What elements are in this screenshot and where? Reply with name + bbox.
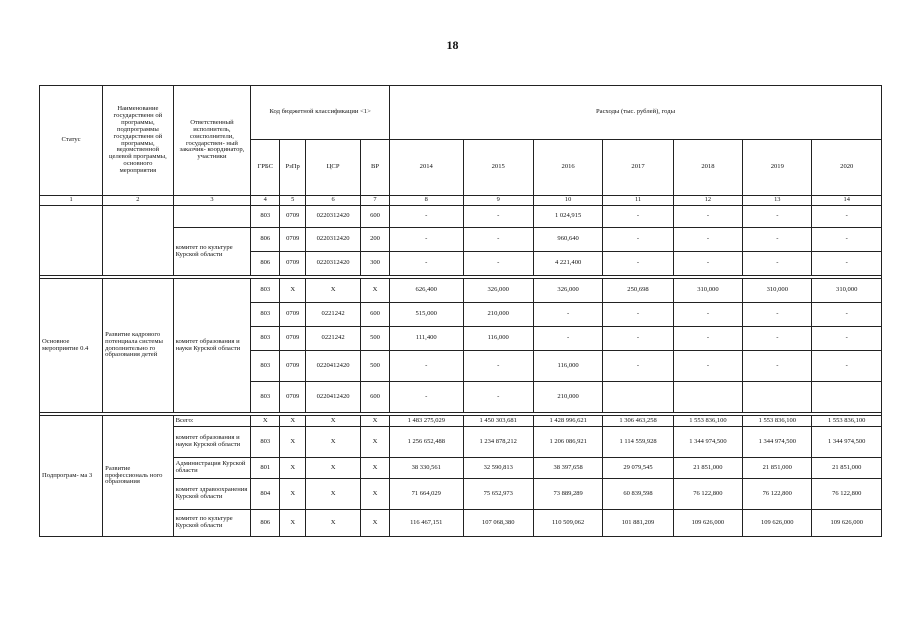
cell: 0709: [280, 382, 306, 413]
page-number: 18: [446, 38, 459, 52]
cell: X: [306, 510, 361, 537]
column-number: 7: [361, 196, 390, 206]
cell: 806: [251, 252, 280, 276]
cell: 29 079,545: [603, 458, 673, 479]
cell: -: [673, 327, 742, 351]
cell: 600: [361, 206, 390, 228]
cell: 0220412420: [306, 351, 361, 382]
cell: X: [280, 479, 306, 510]
cell: 803: [251, 303, 280, 327]
cell: 801: [251, 458, 280, 479]
cell: 109 626,000: [812, 510, 882, 537]
cell: -: [743, 252, 812, 276]
cell: 75 652,973: [463, 479, 533, 510]
cell: X: [280, 510, 306, 537]
cell: X: [361, 427, 390, 458]
block3-executor: Всего:: [173, 416, 251, 427]
cell: 4 221,400: [533, 252, 602, 276]
cell: 1 344 974,500: [673, 427, 742, 458]
cell: [812, 382, 882, 413]
cell: 326,000: [463, 279, 533, 303]
cell: 76 122,800: [673, 479, 742, 510]
cell: 200: [361, 228, 390, 252]
block2-executor: комитет образования и науки Курской области: [173, 279, 251, 413]
cell: -: [743, 228, 812, 252]
cell: 626,400: [390, 279, 464, 303]
cell: 1 306 463,258: [603, 416, 673, 427]
cell: 101 881,209: [603, 510, 673, 537]
cell: 0220312420: [306, 252, 361, 276]
cell: 250,698: [603, 279, 673, 303]
column-number: 3: [173, 196, 251, 206]
cell: X: [280, 416, 306, 427]
cell: -: [390, 228, 464, 252]
cell: 803: [251, 279, 280, 303]
cell: 32 590,813: [463, 458, 533, 479]
block3-executor: комитет образования и науки Курской области: [173, 427, 251, 458]
cell: -: [390, 206, 464, 228]
cell: 71 664,029: [390, 479, 464, 510]
cell: X: [361, 479, 390, 510]
cell: 73 889,289: [533, 479, 602, 510]
cell: 803: [251, 327, 280, 351]
column-number: 2: [103, 196, 173, 206]
cell: 0220412420: [306, 382, 361, 413]
cell: 1 344 974,500: [812, 427, 882, 458]
cell: 1 483 275,029: [390, 416, 464, 427]
header-year: 2017: [603, 140, 673, 196]
column-number: 1: [40, 196, 103, 206]
column-number: 5: [280, 196, 306, 206]
cell: 806: [251, 228, 280, 252]
cell: 1 024,915: [533, 206, 602, 228]
cell: -: [390, 252, 464, 276]
cell: 326,000: [533, 279, 602, 303]
cell: 960,640: [533, 228, 602, 252]
cell: 116,000: [463, 327, 533, 351]
block2-name: Развитие кадрового потенциала системы дополнительно го образования детей: [103, 279, 173, 413]
cell: -: [463, 252, 533, 276]
cell: 300: [361, 252, 390, 276]
cell: -: [390, 382, 464, 413]
cell: -: [812, 252, 882, 276]
column-number: 14: [812, 196, 882, 206]
header-year: 2019: [743, 140, 812, 196]
cell: -: [673, 351, 742, 382]
cell: 0709: [280, 252, 306, 276]
cell: 803: [251, 382, 280, 413]
column-number: 12: [673, 196, 742, 206]
cell: X: [251, 416, 280, 427]
cell: 109 626,000: [743, 510, 812, 537]
header-year: 2020: [812, 140, 882, 196]
cell: 21 851,000: [673, 458, 742, 479]
header-csr: ЦСР: [306, 140, 361, 196]
cell: 38 330,561: [390, 458, 464, 479]
cell: 803: [251, 206, 280, 228]
cell: 804: [251, 479, 280, 510]
cell: 1 256 652,488: [390, 427, 464, 458]
cell: 0220312420: [306, 206, 361, 228]
block3-executor: комитет по культуре Курской области: [173, 510, 251, 537]
cell: 109 626,000: [673, 510, 742, 537]
header-executor: Ответственный исполнитель, соисполнители, государствен- ный заказчик- координатор, участники: [173, 86, 251, 196]
cell: 21 851,000: [743, 458, 812, 479]
cell: 500: [361, 351, 390, 382]
header-status: Статус: [40, 86, 103, 196]
block1-name: [103, 206, 173, 276]
column-number: 10: [533, 196, 602, 206]
cell: 21 851,000: [812, 458, 882, 479]
cell: X: [361, 510, 390, 537]
cell: -: [463, 351, 533, 382]
header-budget-code: Код бюджетной классификации <1>: [251, 86, 390, 140]
cell: 76 122,800: [812, 479, 882, 510]
cell: 0220312420: [306, 228, 361, 252]
block1-executor: комитет по культуре Курской области: [173, 228, 251, 276]
block1-executor-empty: [173, 206, 251, 228]
cell: [673, 382, 742, 413]
cell: -: [812, 206, 882, 228]
cell: 1 114 559,928: [603, 427, 673, 458]
block3-status: Подпрограм- ма 3: [40, 416, 103, 537]
cell: -: [603, 303, 673, 327]
cell: 210,000: [463, 303, 533, 327]
cell: 1 344 974,500: [743, 427, 812, 458]
cell: 310,000: [673, 279, 742, 303]
cell: 0709: [280, 351, 306, 382]
column-number: 11: [603, 196, 673, 206]
cell: X: [306, 458, 361, 479]
cell: 210,000: [533, 382, 602, 413]
cell: -: [743, 206, 812, 228]
header-grbs: ГРБС: [251, 140, 280, 196]
cell: X: [361, 416, 390, 427]
cell: 1 553 836,100: [673, 416, 742, 427]
table-row: [40, 206, 882, 228]
cell: -: [603, 252, 673, 276]
cell: 310,000: [812, 279, 882, 303]
cell: -: [463, 382, 533, 413]
cell: 0221242: [306, 327, 361, 351]
cell: X: [306, 416, 361, 427]
cell: 1 450 303,681: [463, 416, 533, 427]
cell: -: [812, 351, 882, 382]
cell: X: [306, 279, 361, 303]
cell: 806: [251, 510, 280, 537]
cell: X: [361, 458, 390, 479]
cell: 60 839,598: [603, 479, 673, 510]
cell: 803: [251, 427, 280, 458]
cell: X: [280, 458, 306, 479]
cell: X: [280, 279, 306, 303]
table-row: [40, 279, 882, 303]
cell: 515,000: [390, 303, 464, 327]
header-year: 2015: [463, 140, 533, 196]
cell: 1 206 086,921: [533, 427, 602, 458]
cell: 1 553 836,100: [743, 416, 812, 427]
cell: -: [603, 327, 673, 351]
cell: -: [603, 228, 673, 252]
column-numbers-row: [40, 196, 882, 206]
cell: 600: [361, 382, 390, 413]
column-number: 4: [251, 196, 280, 206]
cell: 38 397,658: [533, 458, 602, 479]
block3-name: Развитие профессиональ ного образования: [103, 416, 173, 537]
header-expenses: Расходы (тыс. рублей), годы: [390, 86, 882, 140]
cell: 0709: [280, 327, 306, 351]
cell: -: [812, 303, 882, 327]
cell: 76 122,800: [743, 479, 812, 510]
cell: X: [306, 427, 361, 458]
cell: -: [533, 303, 602, 327]
cell: -: [673, 206, 742, 228]
cell: -: [673, 303, 742, 327]
cell: 0221242: [306, 303, 361, 327]
cell: -: [673, 252, 742, 276]
cell: 600: [361, 303, 390, 327]
block3-executor: Администрация Курской области: [173, 458, 251, 479]
cell: 1 428 996,621: [533, 416, 602, 427]
block2-status: Основное мероприятие 0.4: [40, 279, 103, 413]
header-vr: ВР: [361, 140, 390, 196]
cell: 1 553 836,100: [812, 416, 882, 427]
cell: -: [743, 303, 812, 327]
cell: [743, 382, 812, 413]
cell: X: [361, 279, 390, 303]
cell: -: [743, 327, 812, 351]
cell: -: [533, 327, 602, 351]
header-year: 2018: [673, 140, 742, 196]
cell: 0709: [280, 228, 306, 252]
cell: -: [603, 206, 673, 228]
cell: 803: [251, 351, 280, 382]
column-number: 13: [743, 196, 812, 206]
header-rzpr: РзПр: [280, 140, 306, 196]
header-year: 2014: [390, 140, 464, 196]
header-year: 2016: [533, 140, 602, 196]
header-name: Наименование государственн ой программы, подпрограммы государственн ой программы, ведомственной целевой программы, основного мероприятия: [103, 86, 173, 196]
column-number: 6: [306, 196, 361, 206]
cell: 310,000: [743, 279, 812, 303]
cell: 0709: [280, 206, 306, 228]
cell: 107 068,380: [463, 510, 533, 537]
cell: 1 234 878,212: [463, 427, 533, 458]
header-row: [40, 86, 882, 140]
cell: -: [603, 351, 673, 382]
cell: [603, 382, 673, 413]
block3-executor: комитет здравоохранения Курской области: [173, 479, 251, 510]
cell: X: [280, 427, 306, 458]
cell: 111,400: [390, 327, 464, 351]
cell: X: [306, 479, 361, 510]
cell: -: [463, 228, 533, 252]
table-row: [40, 416, 882, 427]
cell: 500: [361, 327, 390, 351]
column-number: 9: [463, 196, 533, 206]
cell: 116 467,151: [390, 510, 464, 537]
cell: -: [812, 327, 882, 351]
cell: -: [390, 351, 464, 382]
cell: -: [812, 228, 882, 252]
cell: 116,000: [533, 351, 602, 382]
cell: 0709: [280, 303, 306, 327]
block1-status: [40, 206, 103, 276]
cell: -: [673, 228, 742, 252]
column-number: 8: [390, 196, 464, 206]
cell: -: [743, 351, 812, 382]
cell: -: [463, 206, 533, 228]
cell: 110 509,062: [533, 510, 602, 537]
budget-table: [39, 85, 882, 537]
